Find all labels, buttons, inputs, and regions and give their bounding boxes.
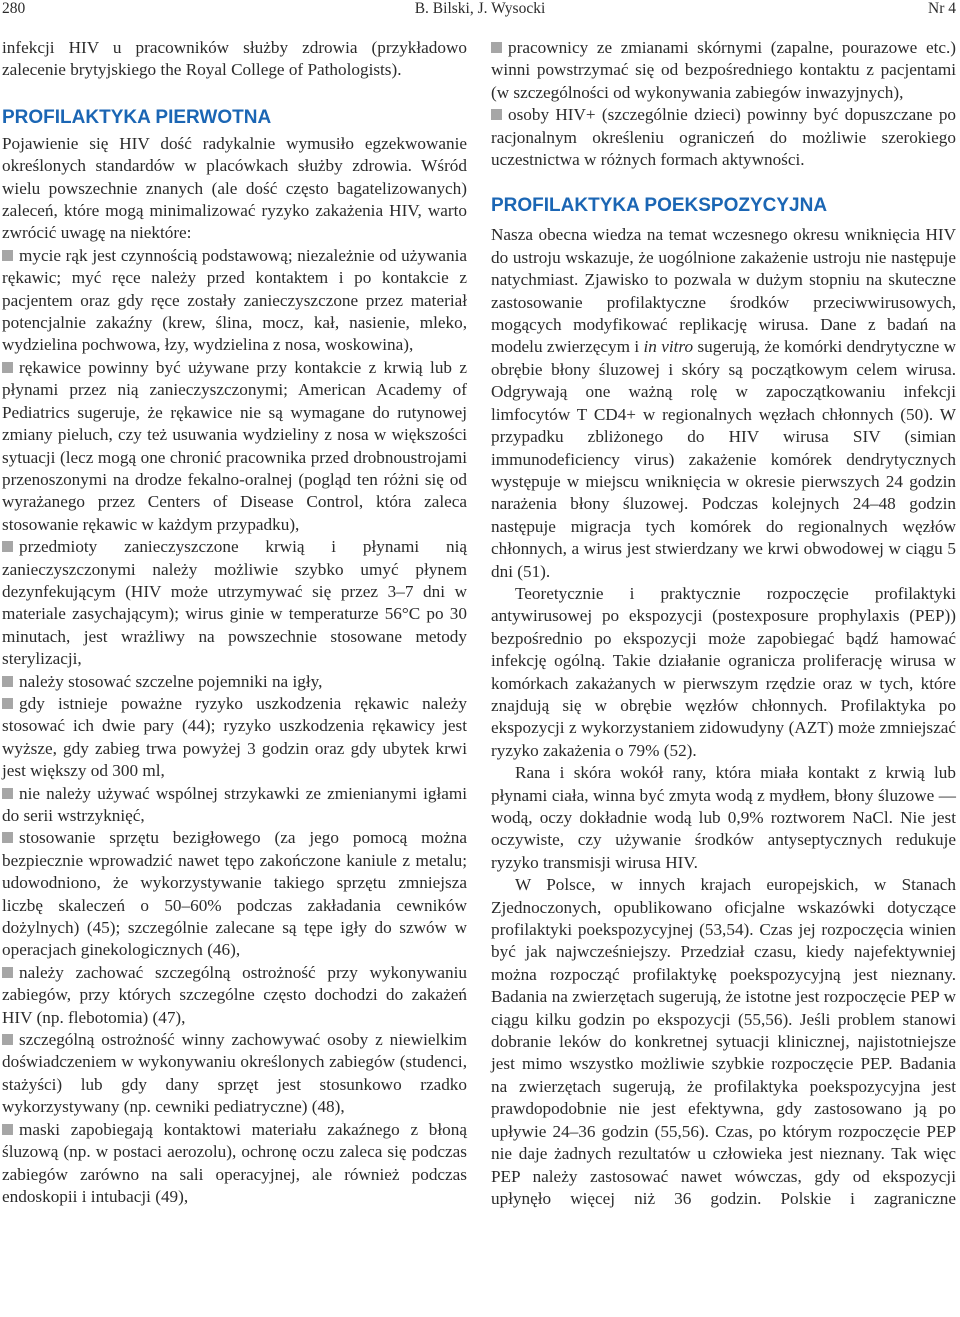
bullet-square-icon: [2, 541, 13, 552]
bullet-square-icon: [491, 42, 502, 53]
body-paragraph: W Polsce, w innych krajach europejskich, w Stanach Zjednoczonych, opublikowano oficjalne wskazówki dotyczące profilaktyki poekspozycyjnej (53,54). Czas jej rozpoczęcia winien być jak najwcześniejszy. Przedział czasu, kiedy najefektywniej można rozpocząć profilaktykę poekspozycyjną jest nieznany. Badania na zwierzętach sugerują, że istotne jest rozpoczęcie PEP w ciągu kilku godzin po ekspozycji (55,56). Jeśli problem stanowi dobranie leków do konkretnej sytuacji klinicznej, najistotniejsze jest mimo wszystko możliwie szybkie rozpoczęcie PEP. Badania na zwierzętach sugerują, że profilaktyka poekspozycyjna jest prawdopodobnie nie jest efektywna, gdy zastosowano ją po upływie 24–36 godzin (55,56). Czas, po którym rozpoczęcie PEP nie daje żadnych rezultatów u człowieka jest nieznany. Tak więc PEP należy zastosować nawet wówczas, gdy od ekspozycji upłynęło więcej niż 36 godzin. Polskie i zagraniczne: [491, 875, 956, 1208]
bullet-text: mycie rąk jest czynnością podstawową; niezależnie od używania rękawic; myć ręce należy przed kontaktem i po kontakcie z pacjentem oraz gdy ręce zostały zanieczyszczone przez materiał potencjalnie zakaźny (krew, ślina, mocz, kał, nasienie, mleko, wydzielina pochwowa, łzy, wydzielina z nosa, woskowina),: [2, 245, 467, 355]
bullet-square-icon: [2, 788, 13, 799]
italic-term: in vitro: [643, 337, 694, 357]
issue-number: Nr 4: [928, 0, 956, 17]
bullet-item: [2, 693, 467, 783]
bullet-square-icon: [2, 1034, 13, 1045]
bullet-square-icon: [491, 109, 502, 120]
section-heading-primary-prevention: PROFILAKTYKA PIERWOTNA: [2, 106, 272, 128]
bullet-square-icon: [2, 967, 13, 978]
bullet-item: [2, 962, 467, 1029]
bullet-square-icon: [2, 362, 13, 373]
bullet-item: [2, 536, 467, 670]
bullet-text: rękawice powinny być używane przy kontakcie z krwią lub z płynami przez nią zanieczyszczonymi; American Academy of Pediatrics sugeruje, że rękawice nie są wymagane do rutynowej zmiany pieluch, czy też usuwania wydzieliny z nosa w większości sytuacji (lecz mogą one chronić pracownika przed drobnoustrojami przenoszonymi na drodze fekalno-oralnej (pogląd ten różni się od wyrażanego przez Centers of Disease Control, która zaleca stosowanie rękawic w każdym przypadku),: [2, 357, 467, 534]
bullet-square-icon: [2, 676, 13, 687]
body-paragraph: [491, 224, 956, 583]
bullet-text: nie należy używać wspólnej strzykawki ze zmienianymi igłami do serii wstrzyknięć,: [2, 783, 467, 825]
bullet-text: szczególną ostrożność winny zachowywać osoby z niewielkim doświadczeniem w wykonywaniu określonych zabiegów (studenci, stażyści) lub gdy dany sprzęt jest stosunkowo rzadko wykorzystywany (np. cewniki pediatryczne) (48),: [2, 1030, 467, 1117]
bullet-text: pracownicy ze zmianami skórnymi (zapalne, pourazowe etc.) winni powstrzymać się od bezpośredniego kontaktu z pacjentami (w szczególności od wykonywania zabiegów inwazyjnych),: [491, 38, 956, 102]
right-column: [491, 37, 956, 1210]
running-head-authors: B. Bilski, J. Wysocki: [414, 0, 546, 17]
body-paragraph: Rana i skóra wokół rany, która miała kontakt z krwią lub płynami ciała, winna być zmyta wodą z mydłem, błony śluzowe — wodą, oczy dokładnie wodą lub 0,9% roztworem NaCl. Nie jest oczywiste, czy używanie środków antyseptycznych redukuje ryzyko transmisji wirusa HIV.: [491, 763, 956, 872]
body-paragraph: Teoretycznie i praktycznie rozpoczęcie profilaktyki antywirusowej po ekspozycji (postexposure prophylaxis (PEP)) bezpośrednio po ekspozycji może zapobiegać bądź hamować infekcję ogólną. Takie działanie ogranicza proliferację wirusa w komórkach zakażanych w pierwszym rzędzie oraz w tych, które znajdują się w obrębie węzłów chłonnych. Profilaktyka po ekspozycji z wykorzystaniem zidowudyny (AZT) może zmniejszać ryzyko zakażenia o 79% (52).: [491, 583, 956, 760]
bullet-text: gdy istnieje poważne ryzyko uszkodzenia rękawic należy stosować ich dwie pary (44); ryzyko uszkodzenia rękawicy jest wyższe, gdy zabieg trwa powyżej 3 godzin oraz gdy ubytek krwi jest większy od 300 ml,: [2, 693, 467, 781]
bullet-item: [2, 357, 467, 536]
bullet-item: [2, 1119, 467, 1209]
bullet-text: maski zapobiegają kontaktowi materiału zakaźnego z błoną śluzową (np. w postaci aerozolu), ochronę oczu zaleca się podczas zabiegów zarówno na sali operacyjnej, ale również podczas endoskopii i intubacji (49),: [2, 1119, 467, 1206]
bullet-item: [2, 827, 467, 961]
continued-paragraph: infekcji HIV u pracowników służby zdrowia (przykładowo zalecenie brytyjskiego the Royal College of Pathologists).: [2, 38, 467, 80]
bullet-item: [491, 104, 956, 171]
bullet-item: [2, 783, 467, 828]
bullet-square-icon: [2, 1124, 13, 1135]
running-head: [0, 0, 960, 22]
bullet-item: [2, 671, 467, 693]
bullet-item: [2, 245, 467, 357]
bullet-text: należy zachować szczególną ostrożność przy wykonywaniu zabiegów, przy których szczególne często dochodzi do zakażeń HIV (np. flebotomia) (47),: [2, 962, 467, 1027]
bullet-text: stosowanie sprzętu bezigłowego (za jego pomocą można bezpiecznie wprowadzić nawet tępo zakończone kaniule z metalu; udowodniono, że wykorzystywanie takiego sprzętu zmniejsza liczbę skaleczeń o 50–60% podczas zakładania cewników dożylnych) (45); szczególnie zalecane są tępe igły do szwów w operacjach ginekologicznych (46),: [2, 828, 467, 960]
bullet-item: [491, 37, 956, 104]
bullet-text: osoby HIV+ (szczególnie dzieci) powinny być dopuszczane po racjonalnym określeniu ograniczeń do możliwie szerokiego uczestnictwa w różnych formach aktywności.: [491, 105, 956, 170]
bullet-square-icon: [2, 698, 13, 709]
bullet-text: przedmioty zanieczyszczone krwią i płynami nią zanieczyszczonymi należy możliwie szybko umyć płynem dezynfekującym (HIV może utrzymywać się przez 3–7 dni w materiale zasychającym); wirus ginie w temperaturze 56°C po 30 minutach, jest wrażliwy na powszechnie stosowane metody sterylizacji,: [2, 537, 467, 669]
left-column: [2, 37, 467, 1208]
text-run: Nasza obecna wiedza na temat wczesnego okresu wniknięcia HIV do ustroju wskazuje, że uogólnione zakażenie ustroju nie następuje natychmiast. Zjawisko to pozwala w dużym stopniu na skuteczne zastosowanie profilaktyczne środków przeciwwirusowych, mogących modyfikować replikację wirusa. Dane z badań na modelu zwierzęcym i: [491, 225, 956, 357]
page-number: 280: [2, 0, 26, 17]
bullet-square-icon: [2, 832, 13, 843]
bullet-item: [2, 1029, 467, 1119]
body-paragraph: Pojawienie się HIV dość radykalnie wymusiło egzekwowanie określonych standardów w placówkach służby zdrowia. Wśród wielu powszechnie znanych (ale dość często bagatelizowanych) zaleceń, które mogą minimalizować ryzyko zakażenia HIV, warto zwrócić uwagę na niektóre:: [2, 133, 467, 243]
section-heading-post-exposure: PROFILAKTYKA POEKSPOZYCYJNA: [491, 195, 828, 217]
text-run: sugerują, że komórki dendrytyczne w obrębie błony śluzowej i skóry są początkowym celem wirusa. Odgrywają one ważną rolę w zapoczątkowaniu infekcji limfocytów T CD4+ w regionalnych węzłach chłonnych (50). W przypadku zbliżonego do HIV wirusa SIV (simian immunodeficiency virus) zakażenie komórek dendrytycznych występuje w miejscu wniknięcia w okresie pierwszych 24 godzin narażenia błony śluzowej. Podczas kolejnych 24–48 godzin następuje migracja tych komórek do regionalnych węzłów chłonnych, a wirus jest stwierdzany we krwi obwodowej w ciągu 5 dni (51).: [491, 337, 956, 581]
bullet-text: należy stosować szczelne pojemniki na igły,: [19, 671, 323, 691]
bullet-square-icon: [2, 250, 13, 261]
